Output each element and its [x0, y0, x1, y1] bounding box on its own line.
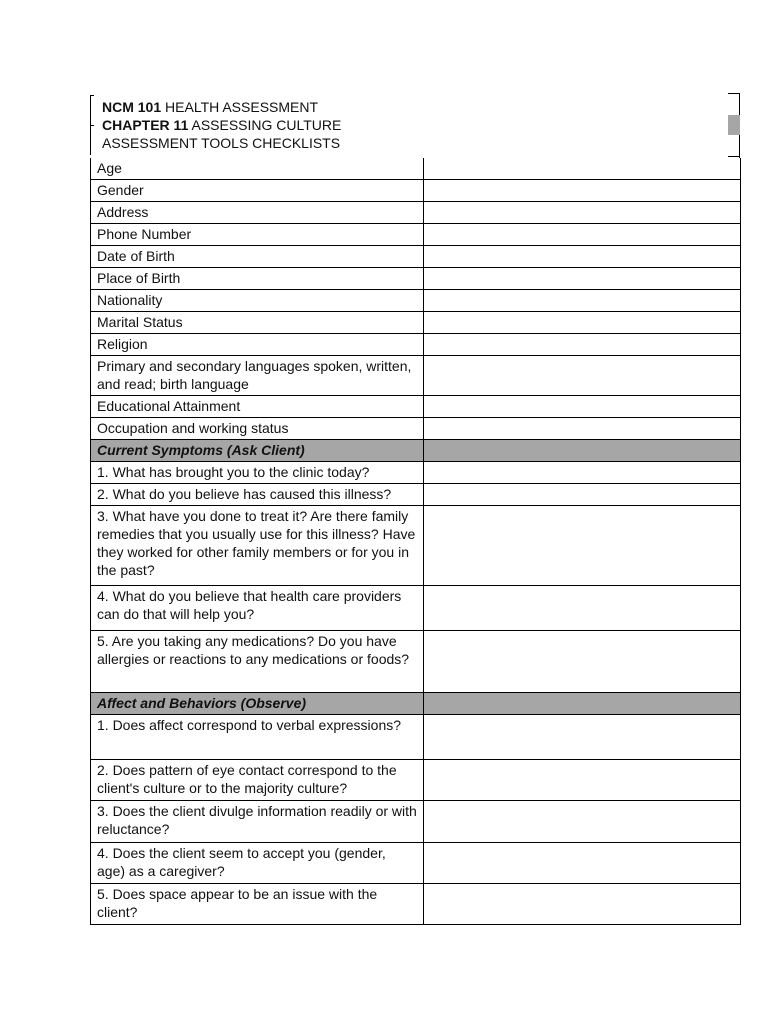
- section-header-row: [91, 440, 741, 462]
- item-label: 3. Does the client divulge information readily or with reluctance?: [91, 801, 424, 843]
- answer-cell[interactable]: [424, 418, 741, 440]
- item-label: Age: [91, 158, 424, 180]
- table-row: [91, 484, 741, 506]
- item-label: Nationality: [91, 290, 424, 312]
- chapter-title: CHAPTER 11 ASSESSING CULTURE: [102, 117, 342, 133]
- answer-cell[interactable]: [424, 843, 741, 884]
- item-label: Religion: [91, 334, 424, 356]
- table-row: [91, 506, 741, 586]
- answer-cell[interactable]: [424, 484, 741, 506]
- item-label: Occupation and working status: [91, 418, 424, 440]
- header-left-tick: [90, 125, 94, 126]
- answer-cell[interactable]: [424, 396, 741, 418]
- document-header: [90, 93, 740, 158]
- answer-cell[interactable]: [424, 586, 741, 631]
- item-label: 5. Are you taking any medications? Do you have allergies or reactions to any medications or foods?: [91, 631, 424, 693]
- table-row: [91, 586, 741, 631]
- table-row: [91, 268, 741, 290]
- answer-cell[interactable]: [424, 224, 741, 246]
- table-row: [91, 396, 741, 418]
- table-row: [91, 224, 741, 246]
- answer-cell[interactable]: [424, 884, 741, 925]
- section-header-row: [91, 693, 741, 715]
- table-row: [91, 418, 741, 440]
- item-label: Educational Attainment: [91, 396, 424, 418]
- answer-cell[interactable]: [424, 462, 741, 484]
- table-row: [91, 158, 741, 180]
- table-row: [91, 462, 741, 484]
- header-left-tick: [90, 95, 94, 96]
- item-label: Primary and secondary languages spoken, written, and read; birth language: [91, 356, 424, 396]
- item-label: Date of Birth: [91, 246, 424, 268]
- header-text: [102, 98, 341, 152]
- header-shaded-cell: [728, 115, 740, 135]
- item-label: 5. Does space appear to be an issue with the client?: [91, 884, 424, 925]
- table-row: [91, 715, 741, 760]
- answer-cell[interactable]: [424, 290, 741, 312]
- table-row: [91, 202, 741, 224]
- item-label: Place of Birth: [91, 268, 424, 290]
- item-label: 1. What has brought you to the clinic today?: [91, 462, 424, 484]
- assessment-checklist-table: [90, 158, 741, 925]
- document-subtitle: ASSESSMENT TOOLS CHECKLISTS: [102, 135, 341, 151]
- item-label: 3. What have you done to treat it? Are there family remedies that you usually use for this illness? Have they worked for other family members or for you in the past?: [91, 506, 424, 586]
- answer-cell[interactable]: [424, 631, 741, 693]
- section-title: Current Symptoms (Ask Client): [91, 440, 424, 462]
- table-row: [91, 290, 741, 312]
- table-row: [91, 801, 741, 843]
- item-label: 2. Does pattern of eye contact correspond to the client's culture or to the majority culture?: [91, 760, 424, 801]
- table-row: [91, 631, 741, 693]
- answer-cell[interactable]: [424, 506, 741, 586]
- table-row: [91, 180, 741, 202]
- answer-cell[interactable]: [424, 180, 741, 202]
- item-label: Gender: [91, 180, 424, 202]
- item-label: 1. Does affect correspond to verbal expressions?: [91, 715, 424, 760]
- item-label: 2. What do you believe has caused this illness?: [91, 484, 424, 506]
- table-row: [91, 760, 741, 801]
- item-label: 4. What do you believe that health care providers can do that will help you?: [91, 586, 424, 631]
- item-label: 4. Does the client seem to accept you (gender, age) as a caregiver?: [91, 843, 424, 884]
- answer-cell[interactable]: [424, 334, 741, 356]
- answer-cell[interactable]: [424, 158, 741, 180]
- table-row: [91, 843, 741, 884]
- table-row: [91, 312, 741, 334]
- section-blank-cell: [424, 693, 741, 715]
- answer-cell[interactable]: [424, 202, 741, 224]
- item-label: Phone Number: [91, 224, 424, 246]
- answer-cell[interactable]: [424, 356, 741, 396]
- table-row: [91, 334, 741, 356]
- checklist-body: [91, 158, 741, 925]
- answer-cell[interactable]: [424, 715, 741, 760]
- answer-cell[interactable]: [424, 312, 741, 334]
- section-blank-cell: [424, 440, 741, 462]
- table-row: [91, 246, 741, 268]
- header-right-tick: [728, 93, 740, 94]
- answer-cell[interactable]: [424, 801, 741, 843]
- header-right-tick: [728, 156, 740, 157]
- answer-cell[interactable]: [424, 268, 741, 290]
- course-title: NCM 101 HEALTH ASSESSMENT: [102, 99, 319, 115]
- section-title: Affect and Behaviors (Observe): [91, 693, 424, 715]
- table-row: [91, 356, 741, 396]
- answer-cell[interactable]: [424, 246, 741, 268]
- item-label: Marital Status: [91, 312, 424, 334]
- item-label: Address: [91, 202, 424, 224]
- table-row: [91, 884, 741, 925]
- answer-cell[interactable]: [424, 760, 741, 801]
